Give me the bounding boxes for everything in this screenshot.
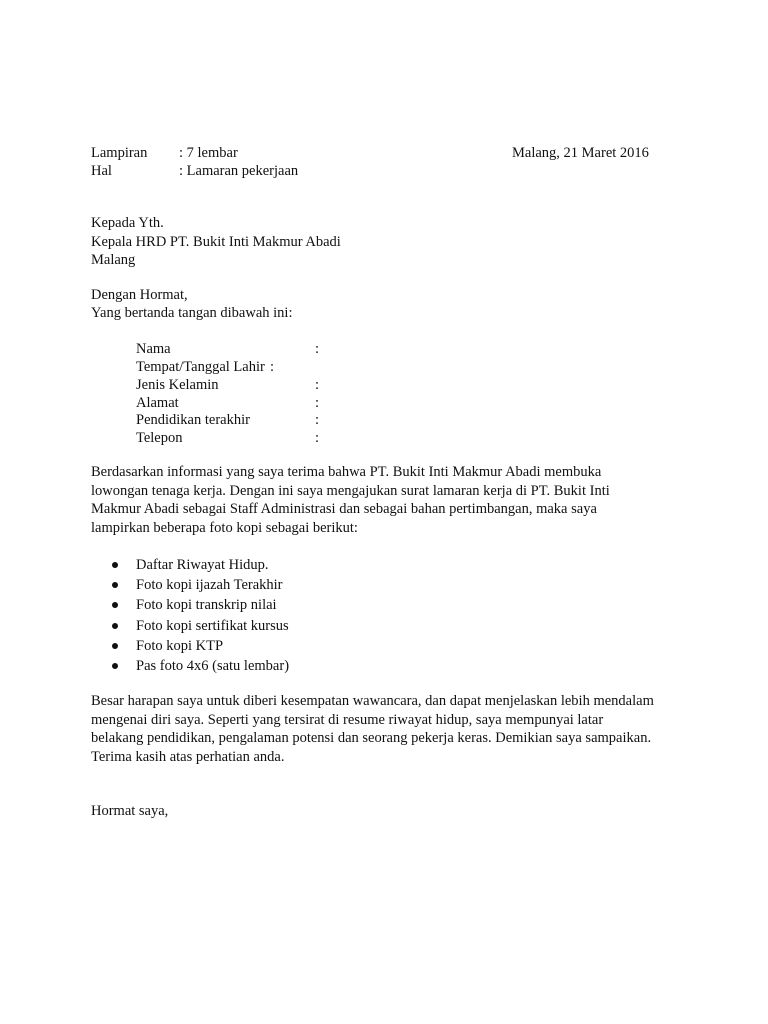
hal-label: Hal [91, 163, 112, 179]
list-item [112, 636, 289, 656]
list-item [112, 656, 289, 676]
paragraph-line: Makmur Abadi sebagai Staff Administrasi dan sebagai bahan pertimbangan, maka saya [91, 501, 597, 518]
list-item-text: Foto kopi ijazah Terakhir [136, 577, 283, 594]
field-separator: : [315, 341, 320, 357]
paragraph-line: Berdasarkan informasi yang saya terima bahwa PT. Bukit Inti Makmur Abadi membuka [91, 464, 602, 480]
list-item [112, 616, 289, 636]
closing: Hormat saya, [91, 803, 169, 819]
bullet-icon [112, 663, 118, 669]
paragraph-line: belakang pendidikan, pengalaman potensi dan seorang pekerja keras. Demikian saya sampaikan. [91, 730, 652, 747]
recipient-line-1: Kepada Yth. [91, 215, 164, 231]
paragraph-line: Terima kasih atas perhatian anda. [91, 748, 285, 765]
bullet-icon [112, 582, 118, 588]
field-separator: : [270, 359, 275, 375]
field-separator: : [315, 377, 320, 393]
bullet-icon [112, 562, 118, 568]
hal-value: : Lamaran pekerjaan [179, 163, 299, 179]
bullet-icon [112, 602, 118, 608]
paragraph-line: lampirkan beberapa foto kopi sebagai berikut: [91, 519, 358, 536]
field-label-jenis-kelamin: Jenis Kelamin [136, 377, 219, 393]
list-item-text: Foto kopi sertifikat kursus [136, 617, 289, 634]
letter-date: Malang, 21 Maret 2016 [512, 145, 649, 161]
list-item-text: Foto kopi transkrip nilai [136, 597, 277, 614]
list-item [112, 595, 289, 615]
list-item-text: Daftar Riwayat Hidup. [136, 557, 269, 573]
attachment-list [112, 555, 289, 676]
body-paragraph-1 [91, 463, 731, 537]
field-separator: : [315, 412, 320, 428]
paragraph-line: Besar harapan saya untuk diberi kesempatan wawancara, dan dapat menjelaskan lebih mendalam [91, 693, 654, 709]
lampiran-label: Lampiran [91, 145, 148, 161]
salutation: Dengan Hormat, [91, 287, 188, 303]
field-label-pendidikan-terakhir: Pendidikan terakhir [136, 412, 250, 428]
body-paragraph-2 [91, 692, 731, 766]
recipient-line-3: Malang [91, 252, 136, 268]
bullet-icon [112, 623, 118, 629]
intro-line: Yang bertanda tangan dibawah ini: [91, 305, 293, 321]
list-item-text: Foto kopi KTP [136, 637, 224, 654]
list-item-text: Pas foto 4x6 (satu lembar) [136, 657, 290, 674]
recipient-line-2: Kepala HRD PT. Bukit Inti Makmur Abadi [91, 234, 341, 250]
field-label-telepon: Telepon [136, 430, 183, 446]
paragraph-line: mengenai diri saya. Seperti yang tersirat di resume riwayat hidup, saya mempunyai latar [91, 711, 604, 728]
field-separator: : [315, 430, 320, 446]
bullet-icon [112, 643, 118, 649]
list-item [112, 575, 289, 595]
field-label-alamat: Alamat [136, 395, 179, 411]
paragraph-line: lowongan tenaga kerja. Dengan ini saya mengajukan surat lamaran kerja di PT. Bukit Inti [91, 482, 610, 499]
field-label-nama: Nama [136, 341, 171, 357]
lampiran-value: : 7 lembar [179, 145, 238, 161]
field-separator: : [315, 395, 320, 411]
field-label-tempat-tanggal-lahir: Tempat/Tanggal Lahir [136, 359, 265, 375]
list-item [112, 555, 289, 575]
